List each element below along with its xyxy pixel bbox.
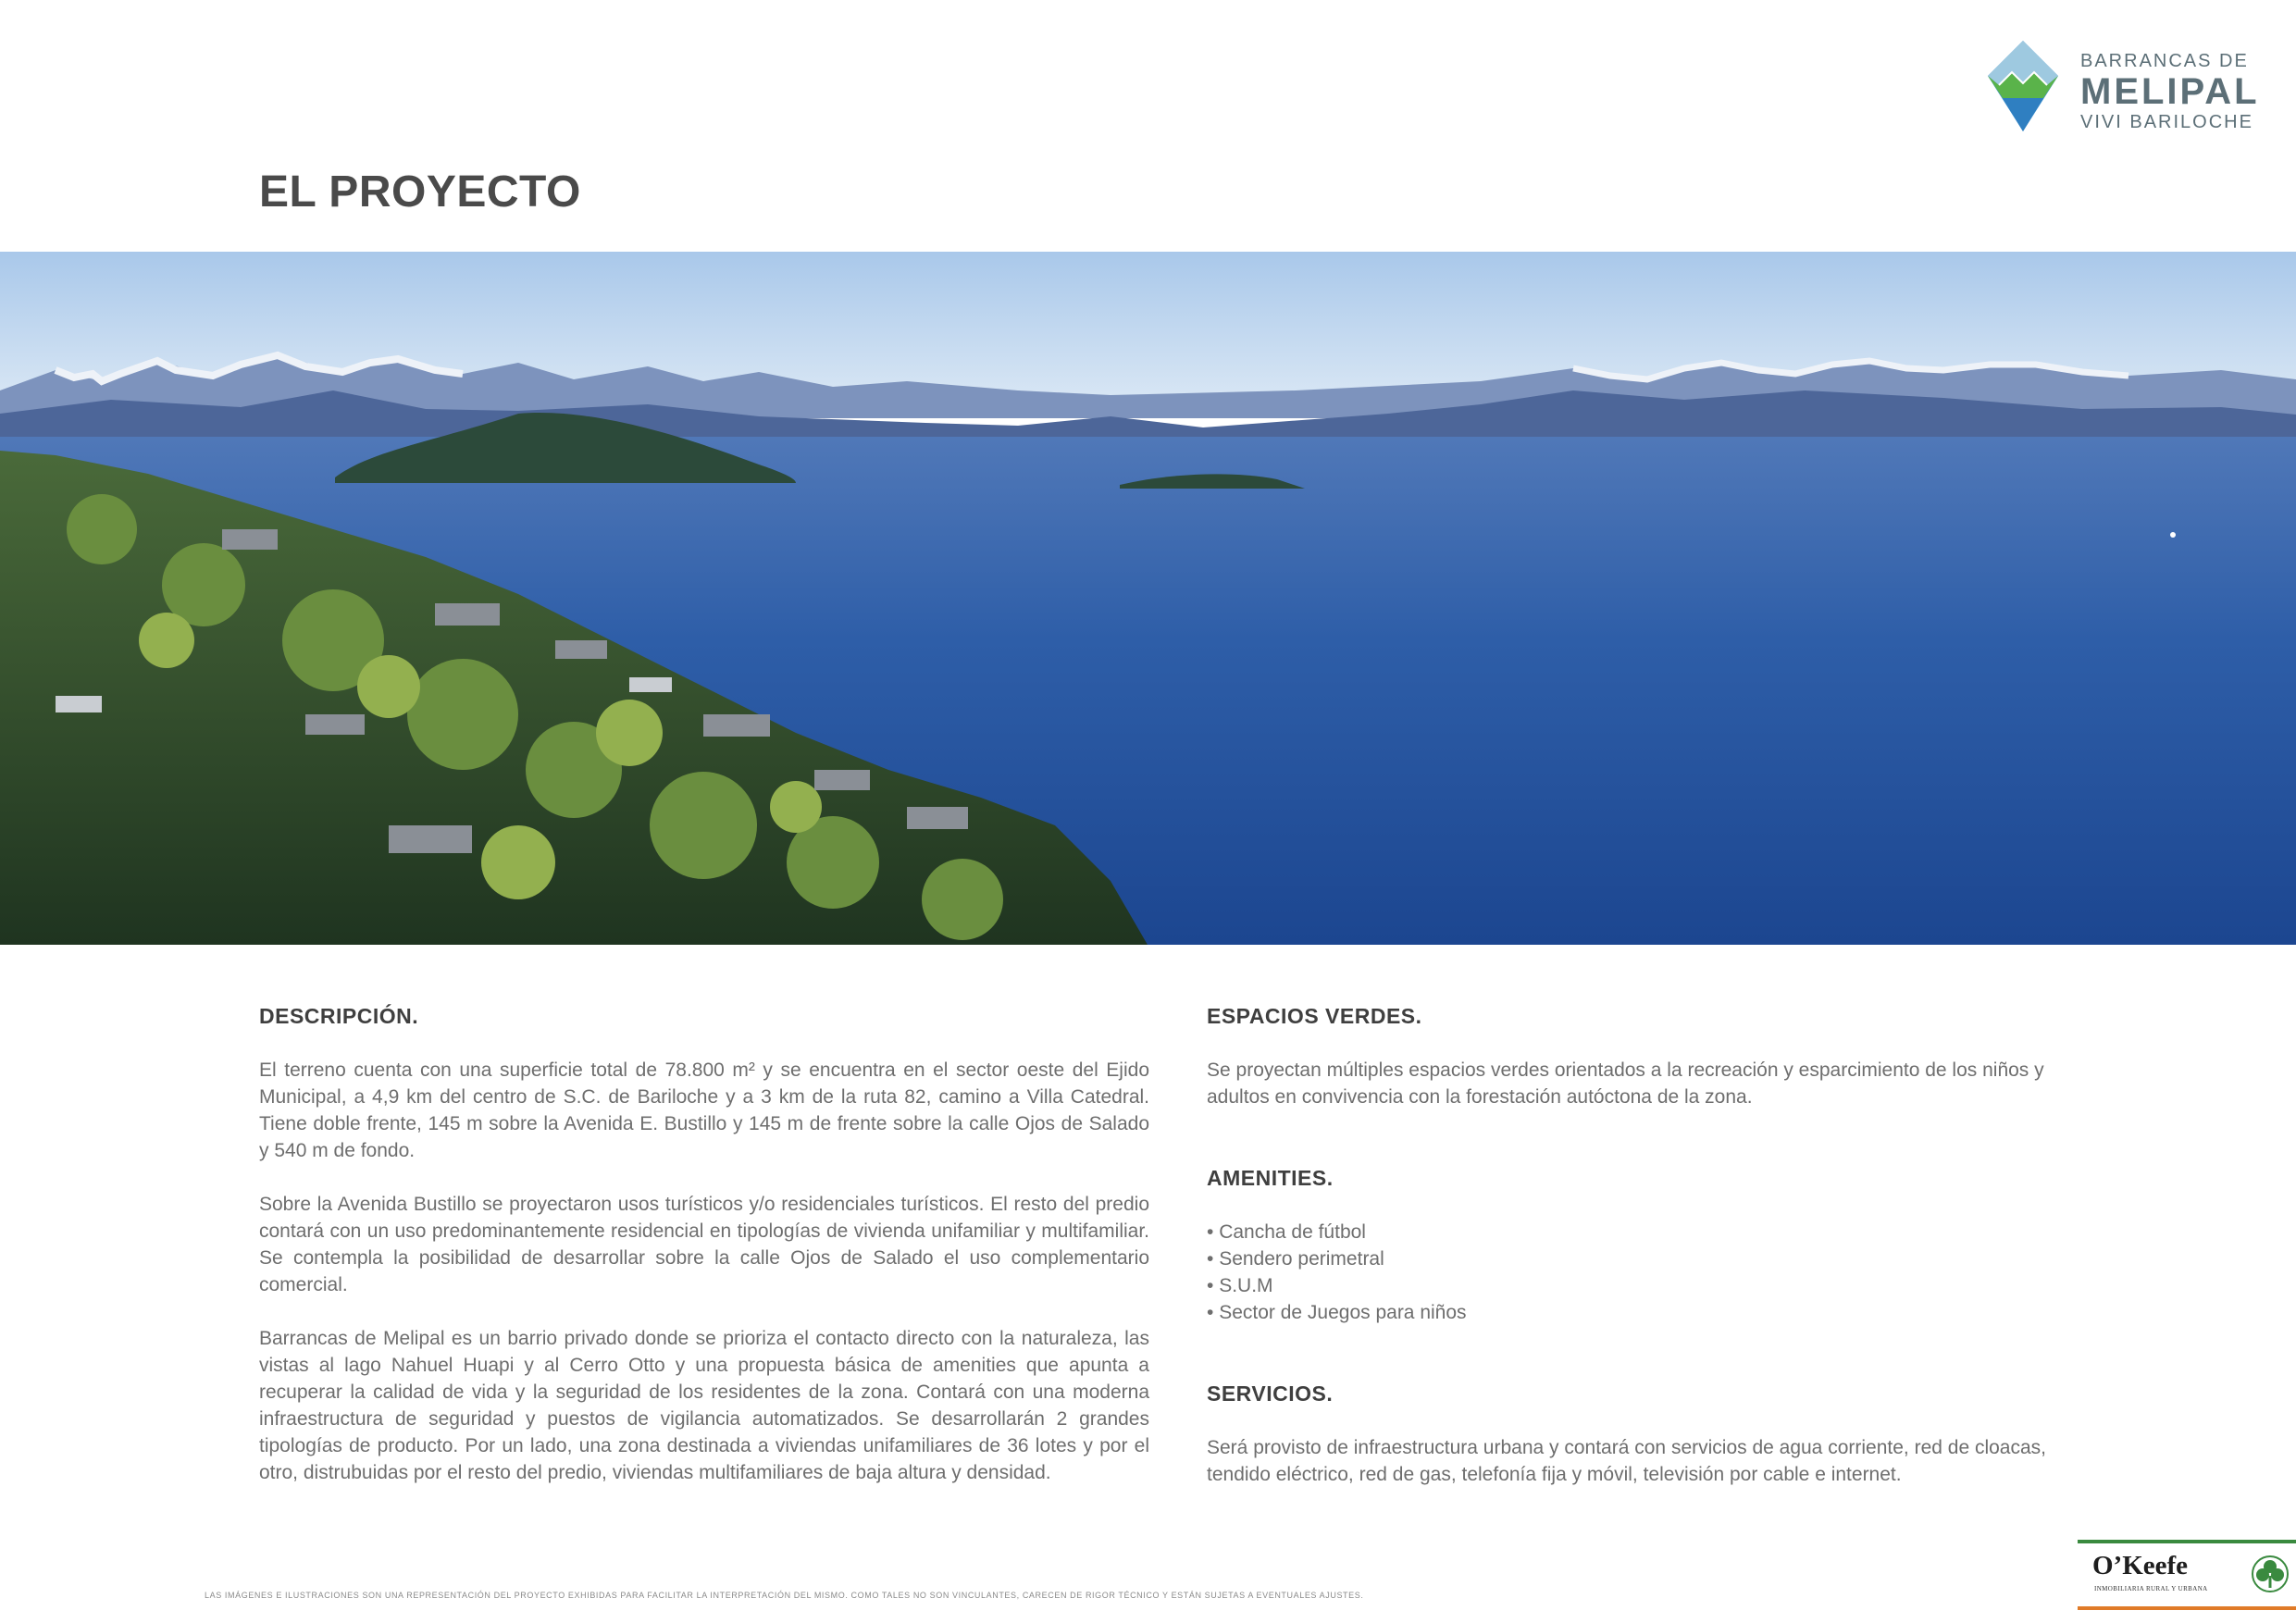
agency-logo	[2078, 1540, 2296, 1610]
brand-line-3: VIVI BARILOCHE	[2080, 112, 2253, 132]
lake-landscape-photo	[0, 252, 2296, 945]
espacios-verdes-section	[1207, 1002, 2106, 1110]
hero-image	[0, 252, 2296, 945]
espacios-verdes-text: Se proyectan múltiples espacios verdes orientados a la recreación y esparcimiento de los niños y adultos en convivencia con la forestación autóctona de la zona.	[1207, 1059, 2044, 1108]
agency-name: O’Keefe	[2092, 1551, 2189, 1580]
espacios-verdes-heading: ESPACIOS VERDES.	[1207, 1004, 1422, 1028]
list-item: • Sector de Juegos para niños	[1207, 1299, 2106, 1326]
servicios-section	[1207, 1380, 2106, 1488]
brand-wordmark	[2080, 51, 2260, 132]
servicios-heading: SERVICIOS.	[1207, 1381, 1334, 1406]
description-column	[259, 1002, 1149, 1486]
amenities-heading: AMENITIES.	[1207, 1166, 1334, 1190]
features-column	[1207, 1002, 2106, 1542]
description-paragraph-2: Sobre la Avenida Bustillo se proyectaron usos turísticos y/o residenciales turísticos. El resto del predio contará con un uso predominantemente residencial en tipologías de vivienda unifamiliar y multifamiliar. Se contempla la posibilidad de desarrollar sobre la calle Ojos de Salado el uso complementario comercial.	[259, 1194, 1149, 1295]
clover-icon	[2252, 1555, 2289, 1592]
amenities-list	[1207, 1219, 2106, 1326]
amenities-section	[1207, 1164, 2106, 1326]
list-item: • Sendero perimetral	[1207, 1245, 2106, 1272]
page-title: EL PROYECTO	[259, 167, 581, 217]
brand-line-2: MELIPAL	[2080, 71, 2260, 112]
agency-subtitle: INMOBILIARIA RURAL Y URBANA	[2094, 1585, 2208, 1592]
servicios-text: Será provisto de infraestructura urbana y contará con servicios de agua corriente, red de cloacas, tendido eléctrico, red de gas, telefonía fija y móvil, televisión por cable e internet.	[1207, 1437, 2046, 1485]
list-item: • S.U.M	[1207, 1272, 2106, 1299]
description-paragraph-1: El terreno cuenta con una superficie total de 78.800 m² y se encuentra en el sector oeste del Ejido Municipal, a 4,9 km del centro de S.C. de Bariloche y a 3 km de la ruta 82, camino a Villa Catedral. Tiene doble frente, 145 m sobre la Avenida E. Bustillo y 145 m de frente sobre la calle Ojos de Salado y 540 m de fondo.	[259, 1059, 1149, 1161]
list-item: • Cancha de fútbol	[1207, 1219, 2106, 1245]
description-paragraph-3: Barrancas de Melipal es un barrio privado donde se prioriza el contacto directo con la naturaleza, las vistas al lago Nahuel Huapi y al Cerro Otto y una propuesta básica de amenities que apunta a recuperar la calidad de vida y la seguridad de los residentes de la zona. Contará con una moderna infraestructura de seguridad y puestos de vigilancia automatizados. Se desarrollarán 2 grandes tipologías de producto. Por un lado, una zona destinada a viviendas unifamiliares de 36 lotes y por el otro, distrubuidas por el resto del predio, viviendas multifamiliares de baja altura y densidad.	[259, 1328, 1149, 1483]
mountain-diamond-icon	[1988, 41, 2058, 131]
brand-logo	[1988, 41, 2260, 133]
legal-disclaimer: LAS IMÁGENES E ILUSTRACIONES SON UNA REPRESENTACIÓN DEL PROYECTO EXHIBIDAS PARA FACILITAR LA INTERPRETACIÓN DEL MISMO. COMO TALES NO SON VINCULANTES, CARECEN DE RIGOR TÉCNICO Y ESTÁN SUJETAS A EVENTUALES AJUSTES.	[205, 1591, 1364, 1600]
brand-line-1: BARRANCAS DE	[2080, 51, 2249, 71]
description-heading: DESCRIPCIÓN.	[259, 1004, 419, 1028]
